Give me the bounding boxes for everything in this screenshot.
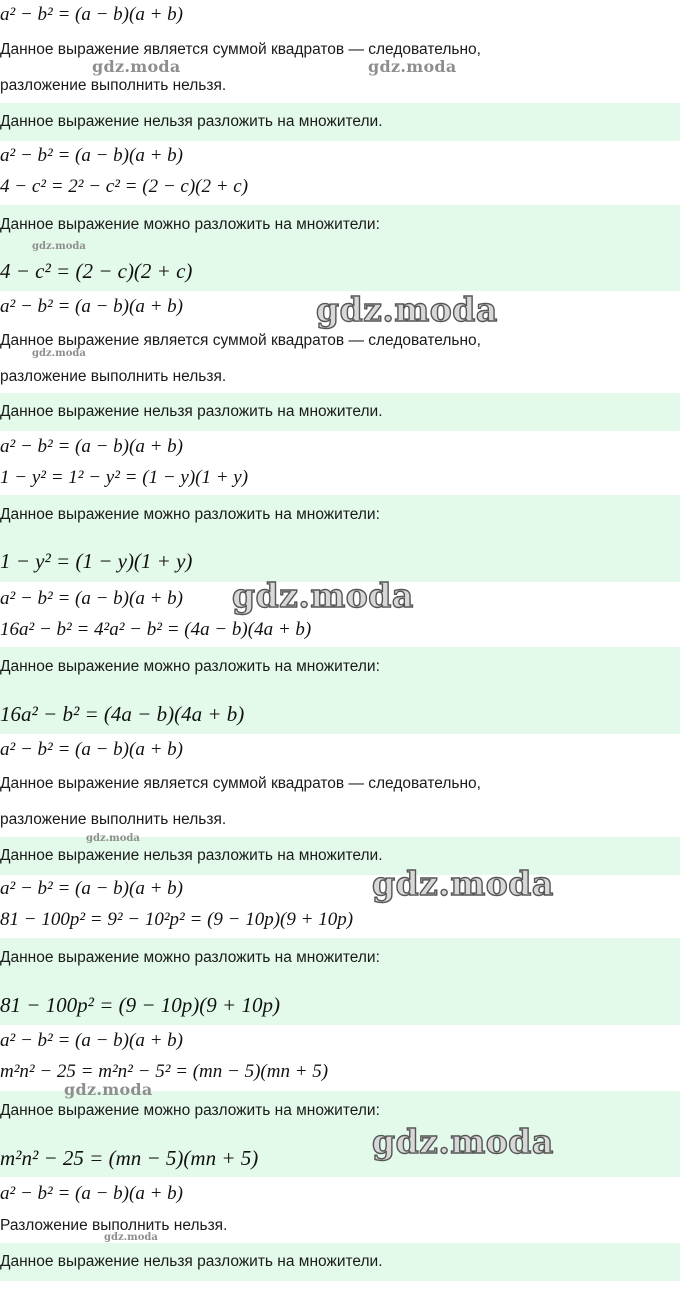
answer-text: Данное выражение можно разложить на множители: — [0, 216, 380, 233]
explanation-line: разложение выполнить нельзя. — [0, 77, 227, 94]
work-line: 1 − y² = 1² − y² = (1 − y)(1 + y) — [0, 467, 249, 488]
answer-text: Данное выражение можно разложить на множители: — [0, 658, 380, 675]
formula-line: a² − b² = (a − b)(a + b) — [0, 145, 183, 166]
result-formula: 1 − y² = (1 − y)(1 + y) — [0, 549, 193, 573]
watermark: gdz.moda — [64, 1080, 153, 1099]
result-formula: 4 − c² = (2 − c)(2 + c) — [0, 259, 193, 283]
formula-line: a² − b² = (a − b)(a + b) — [0, 296, 183, 317]
result-formula: 16a² − b² = (4a − b)(4a + b) — [0, 702, 245, 726]
watermark: gdz.moda — [232, 576, 414, 615]
answer-text: Данное выражение нельзя разложить на множители. — [0, 403, 383, 420]
answer-band — [0, 103, 680, 141]
work-line: m²n² − 25 = m²n² − 5² = (mn − 5)(mn + 5) — [0, 1061, 329, 1082]
work-line: 81 − 100p² = 9² − 10²p² = (9 − 10p)(9 + 10p) — [0, 909, 354, 930]
watermark: gdz.moda — [86, 833, 140, 844]
answer-text: Данное выражение можно разложить на множители: — [0, 1102, 380, 1119]
formula-line: a² − b² = (a − b)(a + b) — [0, 1183, 183, 1204]
watermark: gdz.moda — [372, 1122, 554, 1161]
answer-text: Данное выражение нельзя разложить на множители. — [0, 1253, 383, 1270]
explanation-line: Данное выражение является суммой квадратов — следовательно, — [0, 332, 481, 349]
watermark: gdz.moda — [32, 348, 86, 359]
answer-band — [0, 393, 680, 431]
answer-band — [0, 495, 680, 582]
formula-line: a² − b² = (a − b)(a + b) — [0, 4, 183, 25]
explanation-line: Разложение выполнить нельзя. — [0, 1217, 228, 1234]
watermark: gdz.moda — [92, 57, 181, 76]
answer-band — [0, 1243, 680, 1281]
watermark: gdz.moda — [372, 864, 554, 903]
explanation-line: Данное выражение является суммой квадратов — следовательно, — [0, 775, 481, 792]
answer-band — [0, 1091, 680, 1177]
watermark: gdz.moda — [32, 241, 86, 252]
answer-text: Данное выражение можно разложить на множители: — [0, 506, 380, 523]
answer-text: Данное выражение нельзя разложить на множители. — [0, 847, 383, 864]
answer-band — [0, 647, 680, 734]
watermark: gdz.moda — [368, 57, 457, 76]
formula-line: a² − b² = (a − b)(a + b) — [0, 878, 183, 899]
formula-line: a² − b² = (a − b)(a + b) — [0, 739, 183, 760]
explanation-line: разложение выполнить нельзя. — [0, 368, 227, 385]
result-formula: 81 − 100p² = (9 − 10p)(9 + 10p) — [0, 993, 280, 1017]
formula-line: a² − b² = (a − b)(a + b) — [0, 1030, 183, 1051]
watermark: gdz.moda — [104, 1232, 158, 1243]
answer-text: Данное выражение можно разложить на множители: — [0, 949, 380, 966]
watermark: gdz.moda — [316, 290, 498, 329]
explanation-line: Данное выражение является суммой квадратов — следовательно, — [0, 41, 481, 58]
formula-line: a² − b² = (a − b)(a + b) — [0, 436, 183, 457]
answer-text: Данное выражение нельзя разложить на множители. — [0, 113, 383, 130]
work-line: 16a² − b² = 4²a² − b² = (4a − b)(4a + b) — [0, 619, 312, 640]
result-formula: m²n² − 25 = (mn − 5)(mn + 5) — [0, 1146, 259, 1170]
formula-line: a² − b² = (a − b)(a + b) — [0, 588, 183, 609]
answer-band — [0, 205, 680, 291]
work-line: 4 − c² = 2² − c² = (2 − c)(2 + c) — [0, 176, 249, 197]
answer-band — [0, 938, 680, 1025]
explanation-line: разложение выполнить нельзя. — [0, 811, 227, 828]
